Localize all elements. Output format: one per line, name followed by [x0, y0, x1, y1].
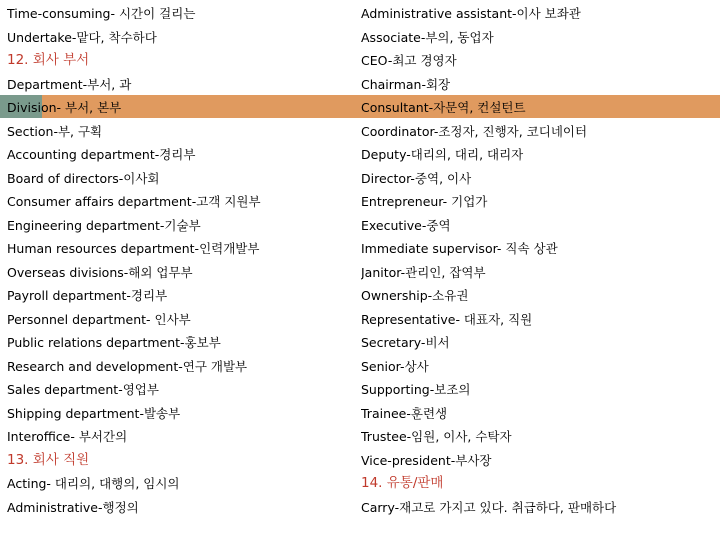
vocabulary-entry: Shipping department-발송부 — [7, 405, 181, 421]
right-vocabulary-column — [361, 2, 711, 519]
vocabulary-entry: Vice-president-부사장 — [361, 452, 492, 468]
vocabulary-entry: Section-부, 구획 — [7, 123, 103, 139]
vocabulary-entry: Payroll department-경리부 — [7, 288, 168, 303]
left-vocabulary-column — [7, 2, 357, 519]
vocabulary-entry: CEO-최고 경영자 — [361, 53, 457, 68]
vocabulary-entry: Immediate supervisor- 직속 상관 — [361, 241, 558, 256]
vocabulary-entry: Administrative assistant-이사 보좌관 — [361, 6, 581, 21]
vocabulary-entry: Deputy-대리의, 대리, 대리자 — [361, 147, 524, 162]
vocabulary-entry: Personnel department- 인사부 — [7, 311, 191, 327]
vocabulary-entry: Executive-중역 — [361, 217, 451, 233]
vocabulary-entry: Research and development-연구 개발부 — [7, 358, 248, 374]
vocabulary-entry: Public relations department-홍보부 — [7, 335, 221, 350]
vocabulary-entry: Trustee-임원, 이사, 수탁자 — [361, 429, 512, 444]
vocabulary-entry: Accounting department-경리부 — [7, 147, 196, 162]
vocabulary-entry: Sales department-영업부 — [7, 382, 159, 397]
vocabulary-entry: Janitor-관리인, 잡역부 — [361, 264, 486, 280]
vocabulary-entry: Secretary-비서 — [361, 335, 450, 350]
vocabulary-entry: Undertake-맡다, 착수하다 — [7, 29, 157, 45]
vocabulary-entry: Time-consuming- 시간이 걸리는 — [7, 6, 196, 21]
vocabulary-entry: Senior-상사 — [361, 358, 429, 374]
vocabulary-entry: Director-중역, 이사 — [361, 170, 472, 186]
vocabulary-entry: Interoffice- 부서간의 — [7, 429, 128, 444]
vocabulary-entry: Engineering department-기술부 — [7, 217, 201, 233]
vocabulary-entry: Associate-부의, 동업자 — [361, 29, 494, 45]
vocabulary-entry: Administrative-행정의 — [7, 499, 139, 515]
vocabulary-entry: Carry-재고로 가지고 있다. 취급하다, 판매하다 — [361, 499, 617, 515]
vocabulary-entry: Board of directors-이사회 — [7, 170, 160, 186]
vocabulary-entry: Supporting-보조의 — [361, 382, 471, 397]
section-heading: 14. 유통/판매 — [361, 475, 444, 491]
vocabulary-entry: Department-부서, 과 — [7, 76, 132, 92]
vocabulary-entry: Trainee-훈련생 — [361, 405, 448, 421]
vocabulary-entry: Representative- 대표자, 직원 — [361, 311, 533, 327]
section-heading: 13. 회사 직원 — [7, 451, 90, 468]
vocabulary-entry: Overseas divisions-해외 업무부 — [7, 264, 193, 280]
vocabulary-entry: Entrepreneur- 기업가 — [361, 194, 488, 209]
vocabulary-entry: Consumer affairs department-고객 지원부 — [7, 194, 261, 209]
vocabulary-entry: Human resources department-인력개발부 — [7, 241, 260, 256]
vocabulary-entry: Division- 부서, 본부 — [7, 100, 122, 115]
vocabulary-entry: Consultant-자문역, 컨설턴트 — [361, 100, 526, 115]
vocabulary-entry: Chairman-회장 — [361, 76, 451, 92]
vocabulary-entry: Coordinator-조정자, 진행자, 코디네이터 — [361, 123, 588, 139]
section-heading: 12. 회사 부서 — [7, 52, 90, 68]
vocabulary-entry: Acting- 대리의, 대행의, 임시의 — [7, 476, 180, 491]
vocabulary-entry: Ownership-소유권 — [361, 288, 469, 303]
